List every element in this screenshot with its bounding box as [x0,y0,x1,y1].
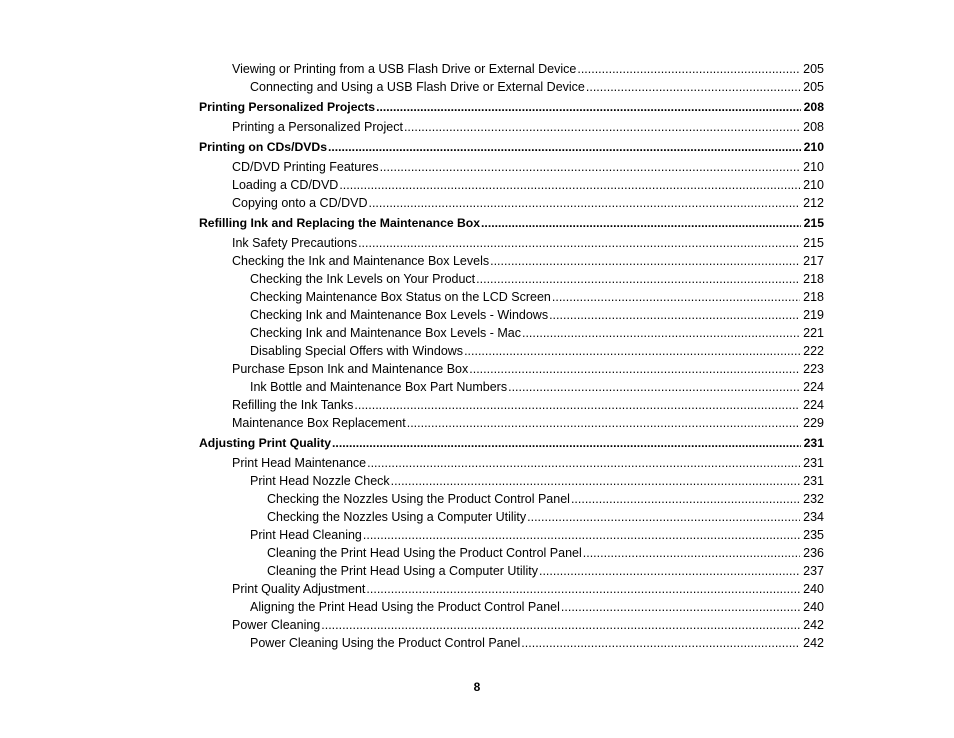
dot-leader [328,137,801,158]
toc-entry-title[interactable]: Ink Safety Precautions [232,236,358,250]
toc-entry[interactable] [199,342,824,360]
toc-entry-page-number[interactable]: 222 [803,344,824,358]
dot-leader [366,580,800,598]
toc-entry-title[interactable]: Cleaning the Print Head Using the Product Control Panel [267,546,582,560]
toc-entry-page-number[interactable]: 240 [803,582,824,596]
dot-leader [527,508,800,526]
toc-section-entry[interactable] [199,432,824,454]
toc-entry[interactable] [199,580,824,598]
toc-entry[interactable] [199,472,824,490]
toc-entry-title[interactable]: Adjusting Print Quality [199,436,332,450]
toc-entry-title[interactable]: Print Quality Adjustment [232,582,366,596]
toc-section-entry[interactable] [199,136,824,158]
toc-entry[interactable] [199,598,824,616]
toc-entry-title[interactable]: Connecting and Using a USB Flash Drive or External Device [250,80,585,94]
toc-entry[interactable] [199,78,824,96]
toc-entry-page-number[interactable]: 232 [803,492,824,506]
dot-leader [476,270,800,288]
toc-entry[interactable] [199,270,824,288]
toc-entry-title[interactable]: Ink Bottle and Maintenance Box Part Numbers [250,380,508,394]
toc-entry[interactable] [199,252,824,270]
dot-leader [552,288,800,306]
dot-leader [571,490,800,508]
dot-leader [586,78,800,96]
toc-entry-page-number[interactable]: 205 [803,80,824,94]
toc-entry[interactable] [199,454,824,472]
dot-leader [521,634,800,652]
toc-entry-page-number[interactable]: 242 [803,636,824,650]
dot-leader [368,194,800,212]
dot-leader [391,472,800,490]
toc-entry-title[interactable]: Power Cleaning [232,618,321,632]
toc-entry-page-number[interactable]: 212 [803,196,824,210]
toc-entry-title[interactable]: Checking Ink and Maintenance Box Levels - Windows [250,308,549,322]
dot-leader [464,342,800,360]
toc-entry-title[interactable]: Checking Ink and Maintenance Box Levels - Mac [250,326,521,340]
toc-entry-title[interactable]: Refilling Ink and Replacing the Maintenance Box [199,216,481,230]
toc-entry-title[interactable]: Print Head Maintenance [232,456,367,470]
toc-entry-page-number[interactable]: 223 [803,362,824,376]
dot-leader [469,360,800,378]
toc-section-entry[interactable] [199,212,824,234]
dot-leader [508,378,800,396]
toc-entry-page-number[interactable]: 208 [803,100,824,114]
toc-entry-page-number[interactable]: 236 [803,546,824,560]
toc-entry-page-number[interactable]: 205 [803,62,824,76]
toc-entry-title[interactable]: Refilling the Ink Tanks [232,398,354,412]
toc-entry[interactable] [199,194,824,212]
dot-leader [332,433,801,454]
toc-entry[interactable] [199,234,824,252]
toc-entry-page-number[interactable]: 237 [803,564,824,578]
toc-entry-page-number[interactable]: 210 [803,140,824,154]
toc-section-entry[interactable] [199,96,824,118]
toc-entry-page-number[interactable]: 208 [803,120,824,134]
toc-entry-title[interactable]: Print Head Nozzle Check [250,474,390,488]
toc-entry-page-number[interactable]: 234 [803,510,824,524]
toc-entry-title[interactable]: Checking the Ink Levels on Your Product [250,272,476,286]
toc-entry-title[interactable]: Loading a CD/DVD [232,178,339,192]
toc-entry[interactable] [199,60,824,78]
toc-entry-page-number[interactable]: 240 [803,600,824,614]
dot-leader [481,213,801,234]
toc-entry-title[interactable]: Checking Maintenance Box Status on the LCD Screen [250,290,551,304]
toc-entry-page-number[interactable]: 215 [803,236,824,250]
toc-entry[interactable] [199,544,824,562]
dot-leader [339,176,800,194]
toc-entry-title[interactable]: Checking the Nozzles Using the Product Control Panel [267,492,570,506]
dot-leader [583,544,800,562]
toc-entry-page-number[interactable]: 235 [803,528,824,542]
toc-entry[interactable] [199,508,824,526]
toc-entry[interactable] [199,158,824,176]
dot-leader [490,252,800,270]
toc-entry[interactable] [199,288,824,306]
toc-entry-title[interactable]: Copying onto a CD/DVD [232,196,368,210]
dot-leader [404,118,800,136]
toc-entry-title[interactable]: Checking the Nozzles Using a Computer Utility [267,510,527,524]
toc-entry-page-number[interactable]: 231 [803,436,824,450]
toc-entry-page-number[interactable]: 210 [803,160,824,174]
dot-leader [380,158,801,176]
toc-entry[interactable] [199,616,824,634]
toc-entry-title[interactable]: Maintenance Box Replacement [232,416,406,430]
page-number: 8 [473,680,481,694]
toc-entry-page-number[interactable]: 218 [803,290,824,304]
dot-leader [561,598,800,616]
toc-entry-page-number[interactable]: 221 [803,326,824,340]
dot-leader [407,414,800,432]
toc-entry-title[interactable]: Disabling Special Offers with Windows [250,344,464,358]
dot-leader [549,306,800,324]
toc-entry-page-number[interactable]: 210 [803,178,824,192]
toc-entry[interactable] [199,378,824,396]
toc-entry-page-number[interactable]: 218 [803,272,824,286]
toc-entry[interactable] [199,306,824,324]
dot-leader [522,324,800,342]
table-of-contents [199,60,824,652]
toc-entry-title[interactable]: Printing on CDs/DVDs [199,140,327,154]
toc-entry-title[interactable]: Aligning the Print Head Using the Product Control Panel [250,600,560,614]
toc-entry[interactable] [199,634,824,652]
toc-entry-title[interactable]: Checking the Ink and Maintenance Box Levels [232,254,490,268]
toc-entry-title[interactable]: Printing Personalized Projects [199,100,376,114]
toc-entry[interactable] [199,562,824,580]
toc-entry-title[interactable]: Power Cleaning Using the Product Control Panel [250,636,521,650]
toc-entry[interactable] [199,526,824,544]
toc-entry-page-number[interactable]: 217 [803,254,824,268]
toc-entry-page-number[interactable]: 231 [803,456,824,470]
toc-entry[interactable] [199,176,824,194]
toc-entry-title[interactable]: Viewing or Printing from a USB Flash Drive or External Device [232,62,577,76]
toc-entry-title[interactable]: Printing a Personalized Project [232,120,403,134]
dot-leader [363,526,800,544]
toc-entry[interactable] [199,490,824,508]
toc-entry[interactable] [199,360,824,378]
dot-leader [354,396,800,414]
toc-entry-page-number[interactable]: 224 [803,398,824,412]
dot-leader [539,562,800,580]
toc-entry[interactable] [199,414,824,432]
toc-entry-title[interactable]: Purchase Epson Ink and Maintenance Box [232,362,469,376]
dot-leader [577,60,800,78]
dot-leader [376,97,801,118]
dot-leader [367,454,800,472]
toc-entry-page-number[interactable]: 242 [803,618,824,632]
toc-entry-page-number[interactable]: 231 [803,474,824,488]
toc-entry-page-number[interactable]: 219 [803,308,824,322]
toc-entry-title[interactable]: Print Head Cleaning [250,528,362,542]
toc-entry[interactable] [199,118,824,136]
toc-entry[interactable] [199,324,824,342]
dot-leader [321,616,800,634]
toc-entry-title[interactable]: Cleaning the Print Head Using a Computer Utility [267,564,538,578]
toc-entry-page-number[interactable]: 229 [803,416,824,430]
toc-entry-page-number[interactable]: 215 [803,216,824,230]
dot-leader [358,234,800,252]
toc-entry[interactable] [199,396,824,414]
toc-entry-title[interactable]: CD/DVD Printing Features [232,160,379,174]
toc-entry-page-number[interactable]: 224 [803,380,824,394]
